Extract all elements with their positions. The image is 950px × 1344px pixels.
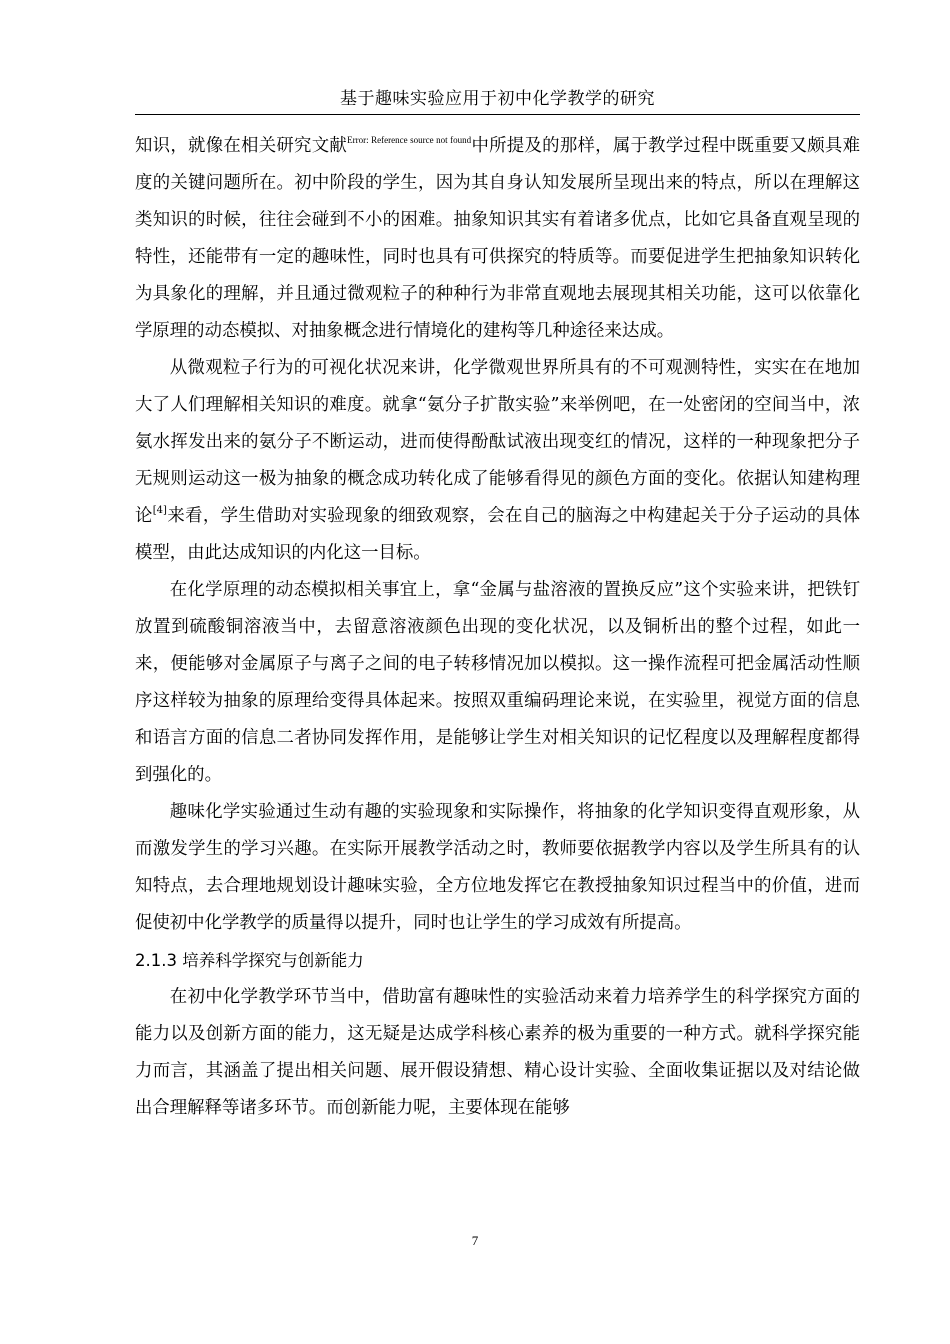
header-rule [135,114,860,115]
paragraph-2 [135,350,860,572]
paragraph-1-text-b: 中所提及的那样，属于教学过程中既重要又颇具难度的关键问题所在。初中阶段的学生，因为其自身认知发展所呈现出来的特点，所以在理解这类知识的时候，往往会碰到不小的困难。抽象知识其实有着诸多优点，比如它具备直观呈现的特性，还能带有一定的趣味性，同时也具有可供探究的特质等。而要促进学生把抽象知识转化为具象化的理解，并且通过微观粒子的种种行为非常直观地去展现其相关功能，这可以依靠化学原理的动态模拟、对抽象概念进行情境化的建构等几种途径来达成。 [135,136,860,341]
page-number: 7 [471,1233,479,1248]
body-text [135,128,860,1127]
reference-marker: [4] [152,505,167,516]
paragraph-1 [135,128,860,350]
paragraph-1-text-a: 知识，就像在相关研究文献 [135,136,348,156]
running-header: 基于趣味实验应用于初中化学教学的研究 [340,89,655,109]
paragraph-2-text-b: 来看，学生借助对实验现象的细致观察，会在自己的脑海之中构建起关于分子运动的具体模型，由此达成知识的内化这一目标。 [135,506,860,563]
paragraph-3: 在化学原理的动态模拟相关事宜上，拿“金属与盐溶液的置换反应”这个实验来讲，把铁钉放置到硫酸铜溶液当中，去留意溶液颜色出现的变化状况，以及铜析出的整个过程，如此一来，便能够对金属原子与离子之间的电子转移情况加以模拟。这一操作流程可把金属活动性顺序这样较为抽象的原理给变得具体起来。按照双重编码理论来说，在实验里，视觉方面的信息和语言方面的信息二者协同发挥作用，是能够让学生对相关知识的记忆程度以及理解程度都得到强化的。 [135,580,860,785]
paragraph-4: 趣味化学实验通过生动有趣的实验现象和实际操作，将抽象的化学知识变得直观形象，从而激发学生的学习兴趣。在实际开展教学活动之时，教师要依据教学内容以及学生所具有的认知特点，去合理地规划设计趣味实验，全方位地发挥它在教授抽象知识过程当中的价值，进而促使初中化学教学的质量得以提升，同时也让学生的学习成效有所提高。 [135,802,860,933]
citation-error: Error: Reference source not found [347,135,472,145]
section-heading: 2.1.3 培养科学探究与创新能力 [135,951,364,970]
paragraph-2-text-a: 从微观粒子行为的可视化状况来讲，化学微观世界所具有的不可观测特性，实实在在地加大了人们理解相关知识的难度。就拿“氨分子扩散实验”来举例吧，在一处密闭的空间当中，浓氨水挥发出来的氨分子不断运动，进而使得酚酞试液出现变红的情况，这样的一种现象把分子无规则运动这一极为抽象的概念成功转化成了能够看得见的颜色方面的变化。依据认知建构理论 [135,358,860,526]
paragraph-5: 在初中化学教学环节当中，借助富有趣味性的实验活动来着力培养学生的科学探究方面的能力以及创新方面的能力，这无疑是达成学科核心素养的极为重要的一种方式。就科学探究能力而言，其涵盖了提出相关问题、展开假设猜想、精心设计实验、全面收集证据以及对结论做出合理解释等诸多环节。而创新能力呢，主要体现在能够 [135,987,860,1118]
